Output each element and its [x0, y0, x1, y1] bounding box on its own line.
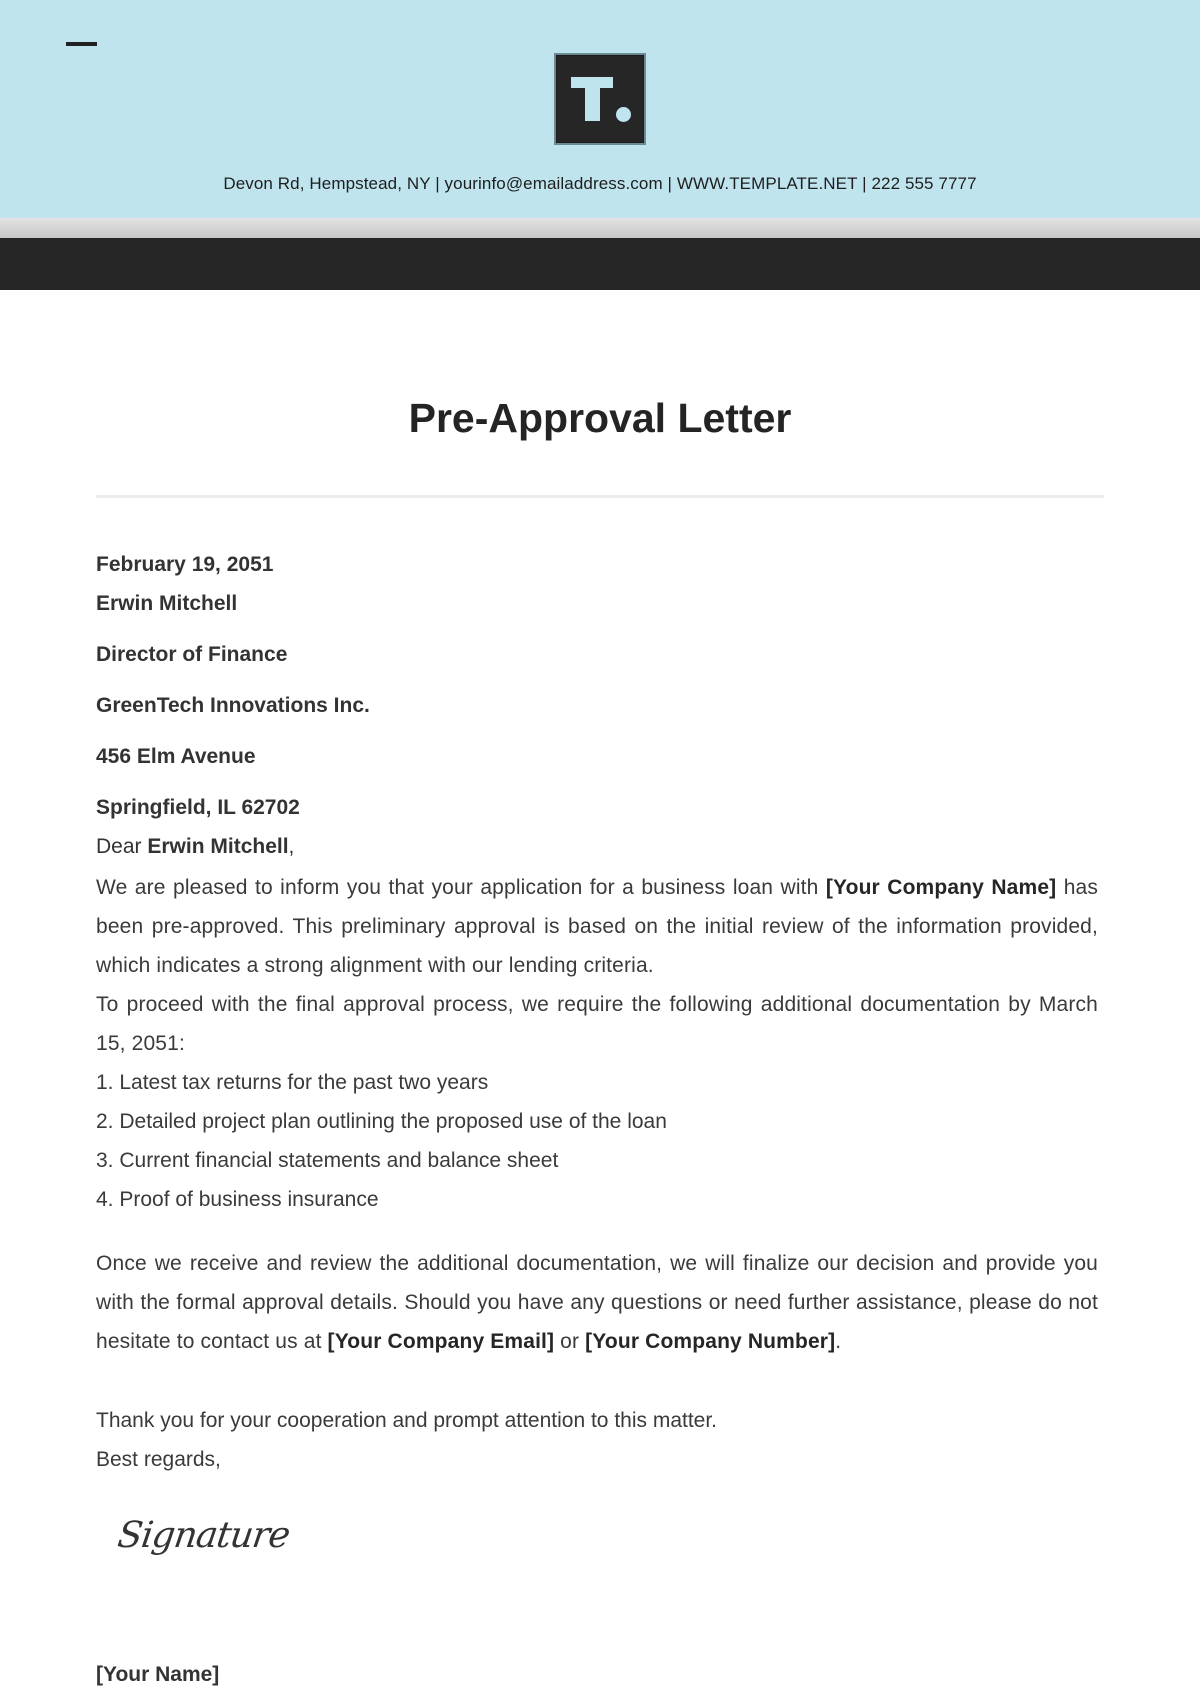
- paragraph-approval: [96, 868, 1098, 985]
- list-item: 4. Proof of business insurance: [96, 1188, 379, 1211]
- logo-dot: [616, 107, 631, 122]
- list-item: 2. Detailed project plan outlining the proposed use of the loan: [96, 1110, 667, 1133]
- sender-name: [Your Name]: [96, 1663, 220, 1686]
- closing: Best regards,: [96, 1448, 221, 1471]
- list-item: 1. Latest tax returns for the past two years: [96, 1071, 489, 1094]
- contact-line: Devon Rd, Hempstead, NY | yourinfo@emailaddress.com | WWW.TEMPLATE.NET | 222 555 7777: [223, 174, 977, 193]
- p3-text-b: or: [554, 1330, 586, 1353]
- letter-date: February 19, 2051: [96, 553, 274, 576]
- recipient-street: 456 Elm Avenue: [96, 745, 256, 768]
- recipient-name: Erwin Mitchell: [96, 592, 238, 615]
- letterhead: [0, 0, 1200, 218]
- p1-text-b: has been pre-approved. This preliminary approval is based on the initial review of the information provided, which indicates a strong alignment with our lending criteria.: [96, 876, 1099, 977]
- title-divider: [96, 495, 1104, 498]
- p3-text-c: .: [835, 1330, 842, 1353]
- list-item: 3. Current financial statements and balance sheet: [96, 1149, 559, 1172]
- paragraph-followup: [96, 1244, 1098, 1361]
- p3-text-a: Once we receive and review the additional documentation, we will finalize our decision and provide you with the formal approval details. Should you have any questions or need further assistance, please do not hesitate to contact us at: [96, 1252, 1098, 1353]
- minus-icon: [66, 42, 97, 46]
- recipient-position: Director of Finance: [96, 643, 288, 666]
- p3-company-number: [Your Company Number]: [585, 1330, 836, 1353]
- salutation-name: Erwin Mitchell: [147, 835, 289, 858]
- document-title: Pre-Approval Letter: [408, 395, 792, 441]
- salutation: [96, 835, 294, 859]
- p3-company-email: [Your Company Email]: [327, 1330, 555, 1353]
- p1-company-name: [Your Company Name]: [825, 876, 1057, 899]
- p1-text-a: We are pleased to inform you that your application for a business loan with: [96, 876, 826, 899]
- paragraph-requirements: To proceed with the final approval process, we require the following additional documentation by March 15, 2051:: [96, 993, 1098, 1055]
- header-divider-strip: [0, 218, 1200, 238]
- salutation-prefix: Dear: [96, 835, 148, 858]
- company-logo: [554, 53, 646, 145]
- logo-t-stem: [585, 77, 600, 121]
- salutation-suffix: ,: [288, 835, 295, 858]
- thank-you-line: Thank you for your cooperation and prompt attention to this matter.: [96, 1409, 718, 1432]
- recipient-company: GreenTech Innovations Inc.: [96, 694, 370, 717]
- signature: Signature: [115, 1515, 292, 1556]
- header-dark-band: [0, 238, 1200, 290]
- recipient-city: Springfield, IL 62702: [96, 796, 300, 819]
